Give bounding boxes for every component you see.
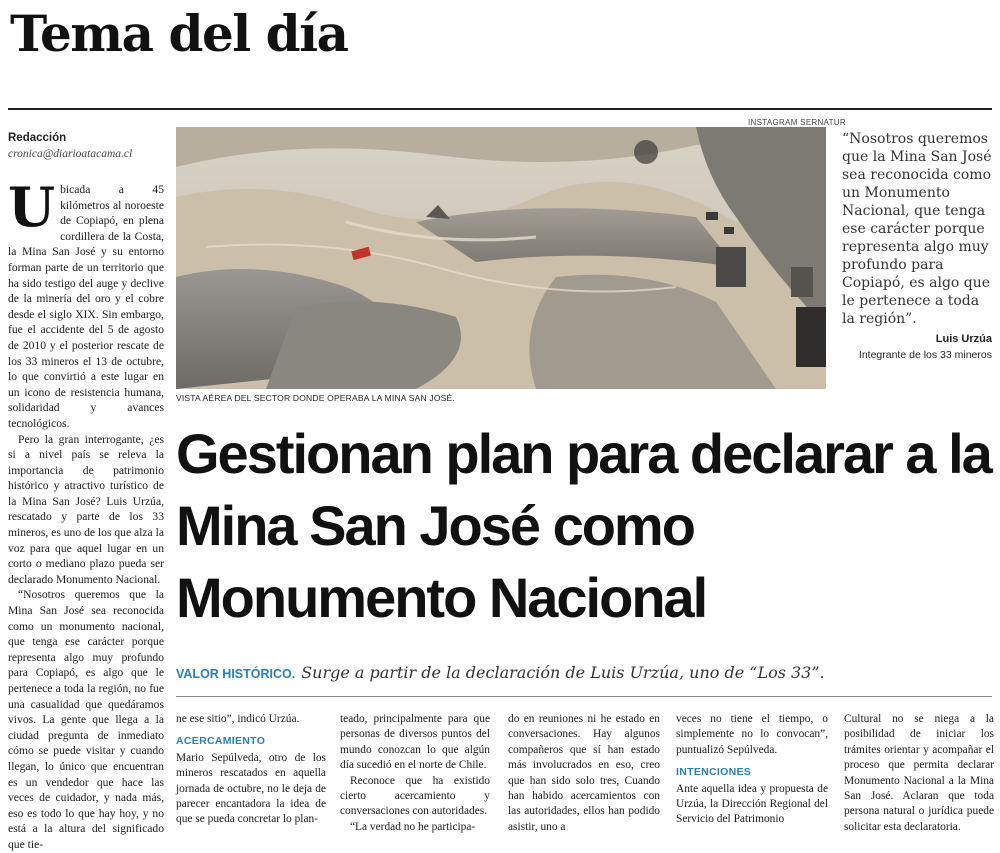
body-paragraph: teado, principalmente para que personas de diversos puntos del mundo conozcan lo que algún día sucedió en el norte de Chile. (340, 713, 490, 772)
photo-credit: INSTAGRAM SERNATUR (748, 118, 846, 127)
lead-paragraph-1 (8, 175, 164, 432)
aerial-mine-illustration (176, 127, 826, 389)
body-paragraph: Mario Sepúlveda, otro de los mineros rescatados en aquella jornada de octubre, no le deja de parecer encantadora la idea de que se pueda concretar lo plan- (176, 751, 326, 826)
lead-column (8, 175, 164, 851)
drop-cap: U (8, 175, 56, 239)
body-column-5 (676, 712, 828, 840)
lead-paragraph-2: Pero la gran interrogante, ¿es si a nivel país se releva la importancia de patrimonio histórico y atractivo turístico de la Mina San José? Luis Urzúa, rescatado y parte de los 33 mineros, es uno de los que alza la voz para que aquel lugar en un corto o mediano plazo pueda ser declarado Monumento Nacional. (8, 432, 164, 586)
body-paragraph: Ante aquella idea y propuesta de Urzúa, la Dirección Regional del Servicio del Patrimonio (676, 782, 828, 826)
aerial-photo (176, 127, 826, 389)
lead-paragraph-1-text: bicada a 45 kilómetros al noroeste de Copiapó, en plena cordillera de la Costa, la Mina San José y su entorno forman parte de un territorio que ha sido testigo del auge y declive de la minería del oro y el cobre desde el siglo XIX. Sin embargo, fue el accidente del 5 de agosto de 2010 y el posterior rescate de los 33 mineros el 13 de octubre, lo que convirtió a este lugar en un icono de resistencia humana, solidaridad y avances tecnológicos. (8, 183, 164, 430)
lead-paragraph-3: “Nosotros queremos que la Mina San José sea reconocida como un monumento nacional, que tenga ese carácter porque representa algo muy profundo para Copiapó, es algo que le pertenece a toda la región, no fue una casualidad que quedáramos vivos. La gente que llega a la ciudad pregunta de inmediato cómo se puede visitar y cuando llegan, lo único que encuentran es un vendedor que hace las veces de cuidador, y nada más, eso es todo lo que hay hoy, y no está a la altura del significado que tie- (8, 588, 164, 851)
byline-author: Redacción (8, 132, 67, 144)
body-column-3 (340, 712, 490, 840)
byline-email[interactable]: cronica@diarioatacama.cl (8, 148, 133, 160)
body-paragraph: veces no tiene el tiempo, o simplemente no lo convocan”, puntualizó Sepúlveda. (676, 713, 828, 756)
subhead-intenciones: INTENCIONES (676, 766, 752, 779)
body-column-6 (844, 712, 994, 840)
body-paragraph: Cultural no se niega a la posibilidad de iniciar los trámites orientar y acompañar el proceso que permita declarar Monumento Nacional a la Mina San José. Aclaran que toda persona natural o jurídica puede solicitar esta declaratoria. (844, 713, 994, 833)
body-paragraph: do en reuniones ni he estado en conversaciones. Hay algunos compañeros que sí han estado más involucrados en eso, creo que han sido solo tres, Cuando han habido acercamientos con las autoridades, ellos han podido asistir, uno a (508, 713, 660, 833)
deck-kicker: VALOR HISTÓRICO. (176, 667, 296, 681)
photo-caption: VISTA AÉREA DEL SECTOR DONDE OPERABA LA MINA SAN JOSÉ. (176, 393, 455, 403)
pull-quote-author: Luis Urzúa (935, 333, 992, 345)
body-paragraph: ne ese sitio”, indicó Urzúa. (176, 713, 300, 725)
header-rule (8, 108, 992, 110)
deck (176, 663, 825, 683)
body-paragraph: Reconoce que ha existido cierto acercamiento y conversaciones con autoridades. (340, 774, 490, 818)
section-title: Tema del día (10, 4, 348, 63)
body-column-4 (508, 712, 660, 840)
subhead-acercamiento: ACERCAMIENTO (176, 735, 266, 748)
pull-quote: “Nosotros queremos que la Mina San José sea reconocida como un Monumento Nacional, que tenga ese carácter porque representa algo muy profundo para Copiapó, es algo que le pertenece a toda la región”. (842, 131, 992, 327)
deck-text: Surge a partir de la declaración de Luis Urzúa, uno de “Los 33”. (301, 663, 825, 682)
pull-quote-role: Integrante de los 33 mineros (858, 349, 992, 361)
body-column-2 (176, 712, 326, 840)
headline: Gestionan plan para declarar a la Mina San José como Monumento Nacional (176, 422, 991, 629)
body-paragraph: “La verdad no he participa- (350, 820, 476, 833)
deck-rule (176, 696, 992, 697)
